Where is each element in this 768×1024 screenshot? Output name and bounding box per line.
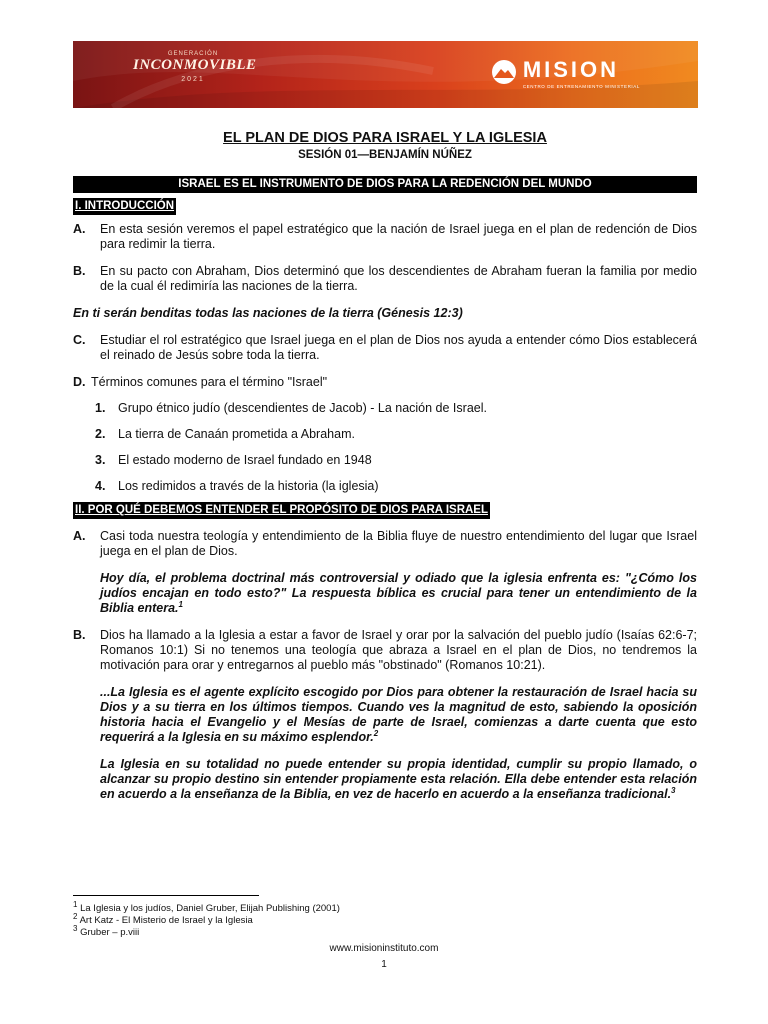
quote-text: La Iglesia en su totalidad no puede entender su propia identidad, cumplir su propio llamado, o alcanzar su propio destino sin entender propiamente esta relación. Ella debe entender esta relación en acuerdo a la enseñanza de la Biblia, en vez de hacerlo en acuerdo a la enseñanza tradicional. xyxy=(100,757,697,801)
point-1a xyxy=(73,222,697,252)
footer-url: www.misioninstituto.com xyxy=(329,943,439,954)
gruber-quote xyxy=(100,757,697,802)
point-text: En esta sesión veremos el papel estratégico que la nación de Israel juega en el plan de redención de Dios para redimir la tierra. xyxy=(100,222,697,251)
page-number: 1 xyxy=(381,959,387,970)
point-label: D. xyxy=(73,375,86,389)
point-label: B. xyxy=(73,264,86,278)
footnote-text: Gruber – p.viii xyxy=(80,927,140,938)
point-text: Casi toda nuestra teología y entendimiento de la Biblia fluye de nuestro entendimiento del lugar que Israel juega en el plan de Dios. xyxy=(100,529,697,558)
footnote-number: 2 xyxy=(73,911,78,921)
section-1-heading: I. INTRODUCCIÓN xyxy=(73,198,176,215)
point-label: A. xyxy=(73,529,86,543)
term-item xyxy=(95,479,697,494)
term-text: La tierra de Canaán prometida a Abraham. xyxy=(118,427,355,441)
term-text: Los redimidos a través de la historia (la iglesia) xyxy=(118,479,379,493)
logo-small-text: GENERACIÓN xyxy=(167,51,219,57)
point-text: En su pacto con Abraham, Dios determinó que los descendientes de Abraham fueran la familia por medio de la cual él redimiría las naciones de la tierra. xyxy=(100,264,697,293)
term-label: 2. xyxy=(95,427,106,441)
mision-tagline: CENTRO DE ENTRENAMIENTO MINISTERIAL xyxy=(522,84,640,89)
mision-wordmark: MISION xyxy=(522,57,620,82)
header-banner xyxy=(73,41,698,108)
point-2b xyxy=(73,628,697,673)
term-label: 1. xyxy=(95,401,106,415)
document-body xyxy=(73,131,697,802)
footnote-ref: 1 xyxy=(178,599,183,609)
footnote-divider xyxy=(73,895,259,896)
footnote-text: La Iglesia y los judíos, Daniel Gruber, Elijah Publishing (2001) xyxy=(80,903,340,914)
term-label: 4. xyxy=(95,479,106,493)
section-1 xyxy=(73,198,697,215)
footnotes xyxy=(73,899,340,939)
document-subtitle: SESIÓN 01—BENJAMÍN NÚÑEZ xyxy=(298,149,472,161)
point-1d xyxy=(73,375,697,390)
controversy-quote xyxy=(100,571,697,616)
term-item xyxy=(95,453,697,468)
footnote-ref: 3 xyxy=(671,785,676,795)
logo-main-text: INCONMOVIBLE xyxy=(133,57,257,73)
section-2-heading: II. POR QUÉ DEBEMOS ENTENDER EL PROPÓSITO DE DIOS PARA ISRAEL xyxy=(73,502,490,519)
section-2 xyxy=(73,502,697,519)
generacion-inconmovible-logo xyxy=(133,51,257,83)
point-1c xyxy=(73,333,697,363)
point-text: Estudiar el rol estratégico que Israel juega en el plan de Dios nos ayuda a entender cómo Dios establecerá el reinado de Jesús sobre toda la tierra. xyxy=(100,333,697,362)
term-text: El estado moderno de Israel fundado en 1948 xyxy=(118,453,372,467)
footnote-number: 1 xyxy=(73,899,78,909)
footnote-text: Art Katz - El Misterio de Israel y la Iglesia xyxy=(79,915,253,926)
footnote xyxy=(73,899,340,915)
term-text: Grupo étnico judío (descendientes de Jacob) - La nación de Israel. xyxy=(118,401,487,415)
point-text: Términos comunes para el término "Israel" xyxy=(91,375,328,389)
term-label: 3. xyxy=(95,453,106,467)
point-label: B. xyxy=(73,628,86,642)
term-item xyxy=(95,401,697,416)
quote-text: ...La Iglesia es el agente explícito escogido por Dios para obtener la restauración de Israel hacia su Dios y a su tierra en los últimos tiempos. Cuando ves la magnitud de esto, sabiendo la oposición historia hacia el Evangelio y el Mesías de parte de Israel, comienzas a darte cuenta que esto requerirá a la Iglesia en su máximo esplendor. xyxy=(100,685,697,744)
document-title: EL PLAN DE DIOS PARA ISRAEL Y LA IGLESIA xyxy=(223,130,547,146)
point-label: C. xyxy=(73,333,86,347)
footnote-number: 3 xyxy=(73,923,78,933)
mision-logo xyxy=(491,59,640,89)
katz-quote xyxy=(100,685,697,745)
theme-banner: ISRAEL ES EL INSTRUMENTO DE DIOS PARA LA REDENCIÓN DEL MUNDO xyxy=(73,176,697,193)
footnote xyxy=(73,923,340,939)
genesis-quote: En ti serán benditas todas las naciones de la tierra (Génesis 12:3) xyxy=(73,306,463,320)
mountain-icon xyxy=(491,59,517,85)
footnote xyxy=(73,911,340,927)
logo-year: 2021 xyxy=(181,76,205,83)
point-label: A. xyxy=(73,222,86,236)
point-1b xyxy=(73,264,697,294)
footnote-ref: 2 xyxy=(373,728,379,738)
quote-text: Hoy día, el problema doctrinal más controversial y odiado que la iglesia enfrenta es: "¿Cómo los judíos encajan en todo esto?" La respuesta bíblica es crucial para tener un entendimiento de la Biblia entera. xyxy=(100,571,697,615)
point-text: Dios ha llamado a la Iglesia a estar a favor de Israel y orar por la salvación del pueblo judío (Isaías 62:6-7; Romanos 10:1) Si no tenemos una teología que abraza a Israel en el plan de Dios, no tendremos la motivación para orar y entregarnos al pueblo más "obstinado" (Romanos 10:21). xyxy=(100,628,697,672)
point-2a xyxy=(73,529,697,559)
term-item xyxy=(95,427,697,442)
